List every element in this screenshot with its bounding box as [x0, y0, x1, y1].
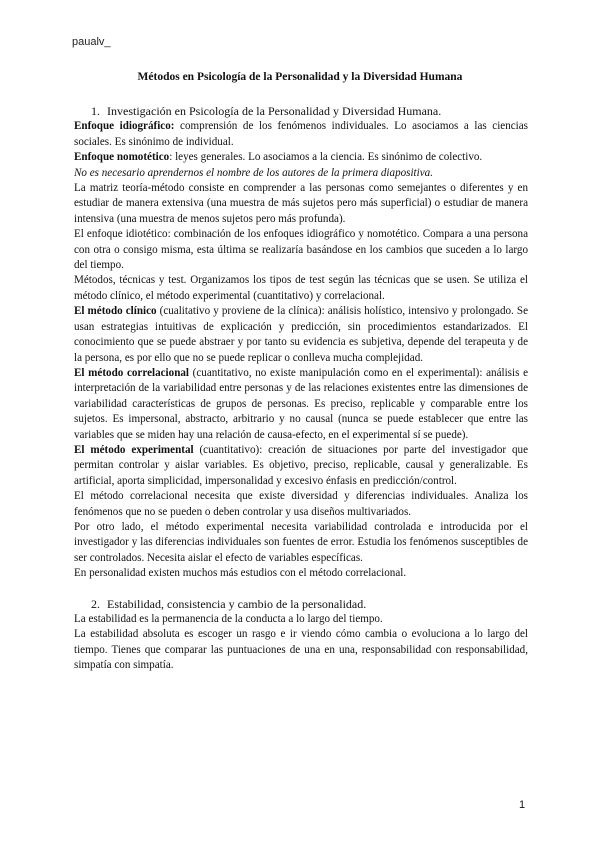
paragraph-experimental-needs: Por otro lado, el método experimental necesita variabilidad controlada e introducida por el investigador y las diferencias individuales son fuentes de error. Estudia los fenómenos susceptibles de ser controlados. Necesita aislar el efecto de variables específicas.: [74, 520, 528, 564]
paragraph-experimental: El método experimental (cuantitativo): creación de situaciones por parte del investigador que permitan controlar y aislar variables. Es objetivo, preciso, replicable, causal y generalizable. Es artificial, aporta simplicidad, impersonalidad y excesivo énfasis en predicción/control.: [74, 443, 528, 487]
section-2-number: 2.: [91, 596, 100, 611]
paragraph-idiographic: Enfoque idiográfico: comprensión de los fenómenos individuales. Lo asociamos a las ciencias sociales. Es sinónimo de individual.: [74, 120, 528, 148]
paragraph-matrix: La matriz teoría-método consiste en comprender a las personas como semejantes o diferentes y en estudiar de manera extensiva (una muestra de más sujetos pero más superficial) o estudiar de manera intensiva (una muestra de menos sujetos pero más profunda).: [74, 182, 528, 225]
header-author: paualv_: [72, 36, 111, 48]
paragraph-idiothetic: El enfoque idiotético: combinación de los enfoques idiográfico y nomotético. Compara a una persona con otra o consigo misma, esta última se realizaría basándose en los cambios que suceden a lo largo del tiempo.: [74, 228, 528, 272]
term-idiographic: Enfoque idiográfico:: [74, 120, 175, 133]
document-body: [74, 104, 528, 674]
term-clinical: El método clínico: [74, 305, 157, 318]
section-1-number: 1.: [91, 104, 100, 118]
paragraph-personality-studies: En personalidad existen muchos más estudios con el método correlacional.: [74, 567, 407, 580]
section-spacer: [74, 582, 528, 597]
section-1-heading: [91, 104, 528, 119]
paragraph-methods: Métodos, técnicas y test. Organizamos los tipos de test según las técnicas que se usen. Se utiliza el método clínico, el método experimental (cuantitativo) y correlacional.: [74, 274, 528, 302]
term-correlational: El método correlacional: [74, 366, 189, 379]
paragraph-note: No es necesario aprendernos el nombre de los autores de la primera diapositiva.: [74, 166, 433, 179]
term-nomothetic: Enfoque nomotético: [74, 151, 170, 164]
term-experimental: El método experimental: [74, 443, 194, 456]
paragraph-nomothetic: Enfoque nomotético: leyes generales. Lo asociamos a la ciencia. Es sinónimo de colectivo.: [74, 151, 483, 164]
paragraph-correlational-needs: El método correlacional necesita que existe diversidad y diferencias individuales. Analiza los fenómenos que no se pueden o deben controlar y usa diseños multivariados.: [74, 490, 528, 518]
page-title: Métodos en Psicología de la Personalidad y la Diversidad Humana: [137, 71, 463, 83]
page-number: 1: [519, 799, 526, 811]
section-1-title: Investigación en Psicología de la Personalidad y Diversidad Humana.: [107, 104, 442, 118]
paragraph-correlational: El método correlacional (cuantitativo, no existe manipulación como en el experimental): análisis e interpretación de la variabilidad entre personas y de las relaciones existentes entre las dimensiones de variabilidad características de grupos de personas. Es preciso, replicable y comparable entre los sujetos. Es impersonal, abstracto, arbitrario y no causal (nunca se puede establecer que entre las variables que se miden hay una relación de causa-efecto, en el experimental sí se puede).: [74, 366, 528, 441]
paragraph-stability: La estabilidad es la permanencia de la conducta a lo largo del tiempo.: [74, 613, 383, 625]
paragraph-clinical: El método clínico (cualitativo y proviene de la clínica): análisis holístico, intensivo y prolongado. Se usan estrategias intuitivas de explicación y predicción, sin procedimientos estandarizados. El conocimiento que se puede abstraer y por tanto su evidencia es subjetiva, depende del terapeuta y de la persona, es por ello que no se puede replicar o conlleva mucha complejidad.: [74, 305, 528, 364]
paragraph-absolute-stability: La estabilidad absoluta es escoger un rasgo e ir viendo cómo cambia o evoluciona a lo largo del tiempo. Tienes que comparar las puntuaciones de una en una, responsabilidad con responsabilidad, simpatía con simpatía.: [74, 628, 528, 672]
section-2-title: Estabilidad, consistencia y cambio de la personalidad.: [107, 596, 367, 611]
section-2-heading: [91, 597, 528, 612]
